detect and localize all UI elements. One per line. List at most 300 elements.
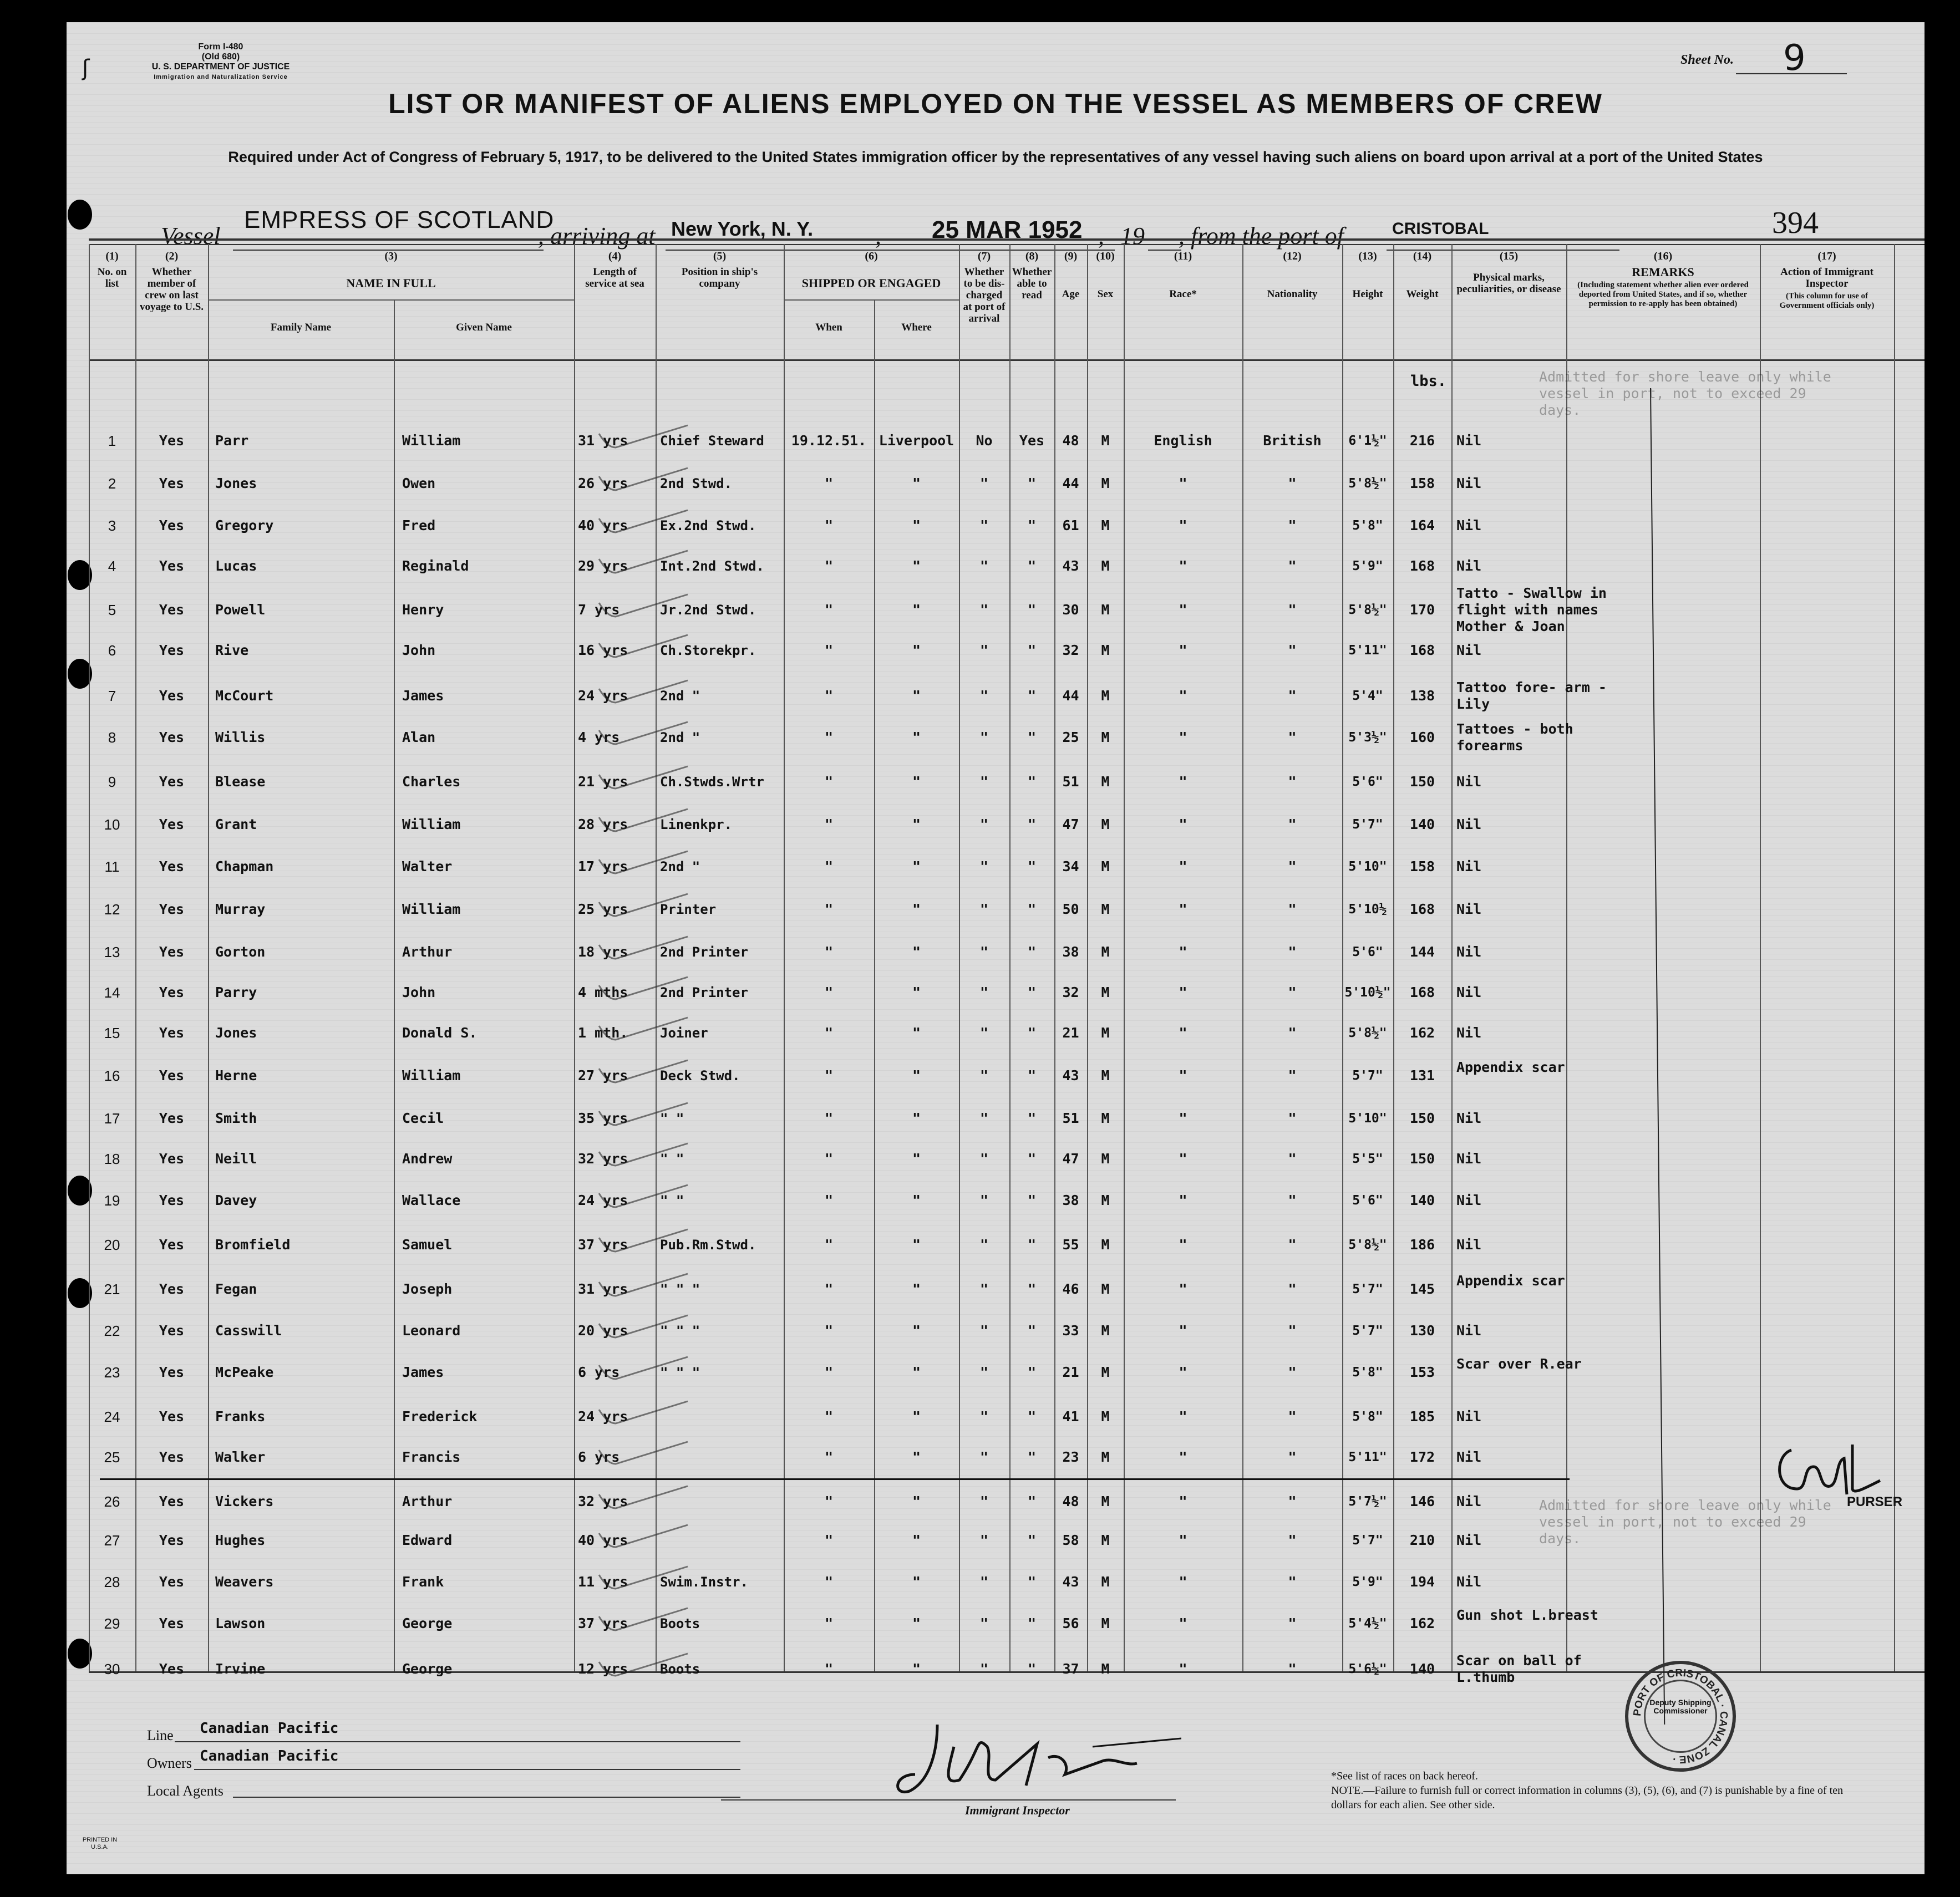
- row-22-nationality: ": [1288, 1323, 1297, 1339]
- row-1-discharged: No: [976, 433, 993, 449]
- row-20-age: 55: [1062, 1237, 1079, 1253]
- row-12-weight: 168: [1409, 901, 1435, 917]
- row-11-given: Walter: [402, 858, 453, 874]
- col-num: (8): [1025, 250, 1039, 262]
- row-4-nationality: ": [1288, 558, 1297, 574]
- margin-mark: ʃ: [82, 55, 90, 81]
- row-8-nationality: ": [1288, 729, 1297, 745]
- row-6-no: 6: [108, 642, 116, 659]
- row-2-age: 44: [1062, 475, 1079, 491]
- row-22-discharged: ": [979, 1323, 989, 1339]
- row-12-given: William: [402, 901, 461, 917]
- row-20-height: 5'8½": [1348, 1238, 1387, 1252]
- row-12-family: Murray: [215, 901, 266, 917]
- row-24-no: 24: [104, 1408, 120, 1425]
- row-7-no: 7: [108, 688, 116, 704]
- row-30-age: 37: [1062, 1661, 1079, 1677]
- row-21-marks: Appendix scar: [1456, 1273, 1565, 1289]
- row-6-read: ": [1027, 642, 1037, 658]
- row-1-sex: M: [1101, 433, 1110, 449]
- row-5-weight: 170: [1409, 602, 1435, 618]
- footnote: [1331, 1769, 1863, 1812]
- pencil-check-mark: [593, 806, 704, 840]
- row-22-yes: Yes: [159, 1323, 185, 1339]
- pencil-check-mark: [593, 465, 704, 499]
- row-3-read: ": [1027, 517, 1037, 533]
- row-16-family: Herne: [215, 1067, 257, 1084]
- col-num: (5): [713, 250, 727, 262]
- row-9-weight: 150: [1409, 774, 1435, 790]
- row-22-read: ": [1027, 1323, 1037, 1339]
- row-22-service: 20 yrs: [578, 1323, 628, 1339]
- name-subhead-rule: [208, 299, 574, 301]
- row-26-no: 26: [104, 1493, 120, 1510]
- row-16-read: ": [1027, 1067, 1037, 1084]
- row-21-nationality: ": [1288, 1281, 1297, 1297]
- row-10-marks: Nil: [1456, 816, 1482, 832]
- col-num: (12): [1283, 250, 1302, 262]
- row-24-race: ": [1179, 1408, 1187, 1425]
- row-19-race: ": [1179, 1192, 1187, 1208]
- row-16-age: 43: [1062, 1067, 1079, 1084]
- row-3-sex: M: [1101, 517, 1110, 533]
- row-4-read: ": [1027, 558, 1037, 574]
- row-30-read: ": [1027, 1661, 1037, 1677]
- line-underline: [175, 1741, 740, 1742]
- row-24-yes: Yes: [159, 1408, 185, 1425]
- row-23-age: 21: [1062, 1364, 1079, 1380]
- row-30-family: Irvine: [215, 1661, 266, 1677]
- row-8-given: Alan: [402, 729, 436, 745]
- row-9-no: 9: [108, 774, 116, 790]
- sheet-no-value: 9: [1783, 38, 1806, 79]
- row-4-service: 29 yrs: [578, 558, 628, 574]
- row-11-read: ": [1027, 858, 1037, 874]
- row-5-family: Powell: [215, 602, 266, 618]
- row-3-race: ": [1179, 517, 1187, 533]
- row-28-weight: 194: [1409, 1574, 1435, 1590]
- row-28-sex: M: [1101, 1574, 1110, 1590]
- remarks-shore-leave-bottom: Admitted for shore leave only while vessel in port, not to exceed 29 days.: [1539, 1497, 1831, 1547]
- row-14-position: 2nd Printer: [660, 985, 748, 1000]
- row-30-position: Boots: [660, 1661, 700, 1677]
- row-21-when: ": [824, 1281, 834, 1297]
- row-18-height: 5'5": [1352, 1152, 1383, 1166]
- row-29-family: Lawson: [215, 1615, 266, 1631]
- row-8-read: ": [1027, 729, 1037, 745]
- row-8-where: ": [912, 729, 921, 745]
- row-7-family: McCourt: [215, 688, 274, 704]
- column-rule: [394, 299, 395, 1671]
- row-8-weight: 160: [1409, 729, 1435, 745]
- col-num: (2): [165, 250, 179, 262]
- row-10-sex: M: [1101, 816, 1110, 832]
- row-29-read: ": [1027, 1615, 1037, 1631]
- pencil-check-mark: [593, 1651, 704, 1684]
- row-25-given: Francis: [402, 1449, 461, 1465]
- row-16-discharged: ": [979, 1067, 989, 1084]
- row-20-sex: M: [1101, 1237, 1110, 1253]
- row-6-age: 32: [1062, 642, 1079, 658]
- row-10-age: 47: [1062, 816, 1079, 832]
- row-25-when: ": [824, 1449, 834, 1465]
- header-discharged: Whether to be dis-charged at port of arrival: [963, 266, 1006, 324]
- row-23-where: ": [912, 1364, 921, 1380]
- row-16-sex: M: [1101, 1067, 1110, 1084]
- row-25-race: ": [1179, 1449, 1187, 1465]
- comma: ,: [875, 222, 881, 250]
- row-16-marks: Appendix scar: [1456, 1059, 1565, 1075]
- row-1-read: Yes: [1019, 433, 1045, 449]
- row-18-nationality: ": [1288, 1151, 1297, 1167]
- header-inspector-note: (This column for use of Government officials only): [1779, 292, 1875, 310]
- agents-underline: [233, 1797, 740, 1798]
- row-9-when: ": [824, 774, 834, 790]
- footnote-penalty: NOTE.—Failure to furnish full or correct information in columns (3), (5), (6), and (7) is punishable by a fine of ten dollars for each alien. See other side.: [1331, 1784, 1844, 1811]
- row-13-when: ": [824, 944, 834, 960]
- row-27-family: Hughes: [215, 1532, 266, 1548]
- row-2-yes: Yes: [159, 475, 185, 491]
- row-4-marks: Nil: [1456, 558, 1482, 574]
- row-5-age: 30: [1062, 602, 1079, 618]
- col-num: (13): [1358, 250, 1377, 262]
- col-num: (16): [1653, 250, 1673, 262]
- row-12-sex: M: [1101, 901, 1110, 917]
- row-30-weight: 140: [1409, 1661, 1435, 1677]
- row-15-height: 5'8½": [1348, 1026, 1387, 1040]
- col-num: (3): [384, 250, 398, 262]
- row-13-height: 5'6": [1352, 945, 1383, 959]
- row-23-weight: 153: [1409, 1364, 1435, 1380]
- row-24-age: 41: [1062, 1408, 1079, 1425]
- row-14-age: 32: [1062, 984, 1079, 1000]
- row-13-family: Gorton: [215, 944, 266, 960]
- svg-text:PORT OF CRISTOBAL · CANAL ZONE: PORT OF CRISTOBAL · CANAL ZONE ·: [1631, 1667, 1730, 1766]
- row-11-sex: M: [1101, 858, 1110, 874]
- row-11-yes: Yes: [159, 858, 185, 874]
- year-prefix: 19: [1120, 222, 1145, 250]
- pencil-check-mark: [593, 1354, 704, 1387]
- row-5-yes: Yes: [159, 602, 185, 618]
- row-29-age: 56: [1062, 1615, 1079, 1631]
- column-rule: [574, 244, 575, 1671]
- row-2-read: ": [1027, 475, 1037, 491]
- row-14-given: John: [402, 984, 436, 1000]
- remarks-shore-leave-top: Admitted for shore leave only while vessel in port, not to exceed 29 days.: [1539, 369, 1831, 418]
- header-weight: Weight: [1406, 288, 1439, 300]
- pencil-check-mark: [593, 1182, 704, 1215]
- row-26-family: Vickers: [215, 1493, 274, 1509]
- row-2-marks: Nil: [1456, 475, 1482, 491]
- header-nationality: Nationality: [1267, 288, 1318, 300]
- row-20-where: ": [912, 1237, 921, 1253]
- printed-in-usa: PRINTED IN U.S.A.: [82, 1837, 118, 1850]
- row-6-height: 5'11": [1348, 643, 1387, 658]
- row-14-family: Parry: [215, 984, 257, 1000]
- row-5-race: ": [1179, 602, 1187, 618]
- row-15-sex: M: [1101, 1025, 1110, 1041]
- row-16-where: ": [912, 1067, 921, 1084]
- row-24-sex: M: [1101, 1408, 1110, 1425]
- pencil-check-mark: [593, 934, 704, 967]
- row-26-read: ": [1027, 1493, 1037, 1509]
- row-26-where: ": [912, 1493, 921, 1509]
- row-21-given: Joseph: [402, 1281, 453, 1297]
- row-29-when: ": [824, 1615, 834, 1631]
- row-19-position: " ": [660, 1193, 684, 1208]
- row-11-discharged: ": [979, 858, 989, 874]
- row-18-marks: Nil: [1456, 1151, 1482, 1167]
- row-9-sex: M: [1101, 774, 1110, 790]
- row-5-given: Henry: [402, 602, 444, 618]
- row-3-position: Ex.2nd Stwd.: [660, 518, 756, 533]
- row-22-height: 5'7": [1352, 1324, 1383, 1338]
- row-8-family: Willis: [215, 729, 266, 745]
- row-25-where: ": [912, 1449, 921, 1465]
- header-length-of-service: Length of service at sea: [585, 266, 644, 289]
- row-17-marks: Nil: [1456, 1110, 1482, 1126]
- row-12-height: 5'10½: [1348, 902, 1387, 917]
- row-1-when: 19.12.51.: [791, 433, 867, 449]
- row-3-weight: 164: [1409, 517, 1435, 533]
- row-13-race: ": [1179, 944, 1187, 960]
- col-num: (17): [1817, 250, 1836, 262]
- stamp-center-text: Deputy Shipping Commissioner: [1649, 1698, 1712, 1715]
- row-15-when: ": [824, 1025, 834, 1041]
- row-26-given: Arthur: [402, 1493, 453, 1509]
- row-27-read: ": [1027, 1532, 1037, 1548]
- row-16-no: 16: [104, 1067, 120, 1084]
- stamp-ring-text: [1628, 1664, 1733, 1768]
- row-6-service: 16 yrs: [578, 642, 628, 658]
- row-7-where: ": [912, 688, 921, 704]
- row-14-height: 5'10½": [1344, 985, 1391, 1000]
- row-5-when: ": [824, 602, 834, 618]
- row-6-yes: Yes: [159, 642, 185, 658]
- row-6-family: Rive: [215, 642, 249, 658]
- row-1-weight: 216: [1409, 433, 1435, 449]
- row-18-race: ": [1179, 1151, 1187, 1167]
- row-21-discharged: ": [979, 1281, 989, 1297]
- column-rule: [1894, 244, 1895, 1671]
- header-no-on-list: No. on list: [97, 266, 127, 289]
- row-5-no: 5: [108, 602, 116, 618]
- row-14-when: ": [824, 984, 834, 1000]
- row-24-given: Frederick: [402, 1408, 478, 1425]
- row-15-nationality: ": [1288, 1025, 1297, 1041]
- header-inspector-action: Action of Immigrant Inspector: [1780, 266, 1873, 289]
- row-19-height: 5'6": [1352, 1193, 1383, 1208]
- header-member-last-voyage: Whether member of crew on last voyage to U.S.: [139, 266, 204, 313]
- row-20-given: Samuel: [402, 1237, 453, 1253]
- row-3-age: 61: [1062, 517, 1079, 533]
- row-5-where: ": [912, 602, 921, 618]
- row-12-nationality: ": [1288, 901, 1297, 917]
- row-25-height: 5'11": [1348, 1450, 1387, 1464]
- row-25-marks: Nil: [1456, 1449, 1482, 1465]
- row-17-given: Cecil: [402, 1110, 444, 1126]
- row-10-no: 10: [104, 816, 120, 833]
- row-10-weight: 140: [1409, 816, 1435, 832]
- arriving-label: , arriving at: [538, 222, 656, 250]
- row-9-nationality: ": [1288, 774, 1297, 790]
- row-12-where: ": [912, 901, 921, 917]
- row-strikethrough: [100, 1478, 1570, 1480]
- row-29-nationality: ": [1288, 1615, 1297, 1631]
- row-4-age: 43: [1062, 558, 1079, 574]
- row-6-discharged: ": [979, 642, 989, 658]
- row-20-service: 37 yrs: [578, 1237, 628, 1253]
- row-26-sex: M: [1101, 1493, 1110, 1509]
- row-14-weight: 168: [1409, 984, 1435, 1000]
- pencil-check-mark: [593, 632, 704, 665]
- row-1-service: 31 yrs: [578, 433, 628, 449]
- row-27-when: ": [824, 1532, 834, 1548]
- row-16-position: Deck Stwd.: [660, 1068, 740, 1084]
- row-5-position: Jr.2nd Stwd.: [660, 602, 756, 618]
- pencil-check-mark: [593, 974, 704, 1008]
- row-19-marks: Nil: [1456, 1192, 1482, 1208]
- form-number: Form I-480: [198, 42, 243, 52]
- row-7-when: ": [824, 688, 834, 704]
- row-28-age: 43: [1062, 1574, 1079, 1590]
- row-19-sex: M: [1101, 1192, 1110, 1208]
- row-2-position: 2nd Stwd.: [660, 476, 733, 491]
- row-18-no: 18: [104, 1151, 120, 1167]
- col-num: (4): [608, 250, 622, 262]
- row-9-service: 21 yrs: [578, 774, 628, 790]
- row-23-given: James: [402, 1364, 444, 1380]
- row-12-read: ": [1027, 901, 1037, 917]
- row-26-service: 32 yrs: [578, 1493, 628, 1509]
- row-9-age: 51: [1062, 774, 1079, 790]
- header-race: Race*: [1169, 288, 1197, 300]
- manifest-sheet: [67, 22, 1925, 1874]
- row-28-position: Swim.Instr.: [660, 1574, 748, 1590]
- row-17-weight: 150: [1409, 1110, 1435, 1126]
- row-13-age: 38: [1062, 944, 1079, 960]
- row-24-height: 5'8": [1352, 1410, 1383, 1424]
- header-height: Height: [1352, 288, 1383, 300]
- row-1-nationality: British: [1263, 433, 1322, 449]
- column-rule: [1451, 244, 1453, 1671]
- row-8-position: 2nd ": [660, 730, 700, 745]
- row-1-height: 6'1½": [1348, 434, 1387, 448]
- row-13-where: ": [912, 944, 921, 960]
- row-21-age: 46: [1062, 1281, 1079, 1297]
- row-18-yes: Yes: [159, 1151, 185, 1167]
- col-num: (1): [105, 250, 119, 262]
- row-18-when: ": [824, 1151, 834, 1167]
- row-21-family: Fegan: [215, 1281, 257, 1297]
- row-18-discharged: ": [979, 1151, 989, 1167]
- row-20-yes: Yes: [159, 1237, 185, 1253]
- row-9-where: ": [912, 774, 921, 790]
- pencil-check-mark: [593, 1141, 704, 1174]
- row-8-age: 25: [1062, 729, 1079, 745]
- row-24-read: ": [1027, 1408, 1037, 1425]
- pencil-check-mark: [593, 848, 704, 882]
- row-19-age: 38: [1062, 1192, 1079, 1208]
- row-22-position: " " ": [660, 1323, 700, 1339]
- row-25-service: 6 yrs: [578, 1449, 620, 1465]
- row-21-height: 5'7": [1352, 1282, 1383, 1296]
- row-10-family: Grant: [215, 816, 257, 832]
- row-13-weight: 144: [1409, 944, 1435, 960]
- row-22-family: Casswill: [215, 1323, 282, 1339]
- row-18-sex: M: [1101, 1151, 1110, 1167]
- row-6-when: ": [824, 642, 834, 658]
- row-22-race: ": [1179, 1323, 1187, 1339]
- row-3-given: Fred: [402, 517, 436, 533]
- row-28-race: ": [1179, 1574, 1187, 1590]
- row-16-height: 5'7": [1352, 1069, 1383, 1083]
- row-18-where: ": [912, 1151, 921, 1167]
- row-18-position: " ": [660, 1151, 684, 1167]
- row-7-age: 44: [1062, 688, 1079, 704]
- row-24-where: ": [912, 1408, 921, 1425]
- row-16-weight: 131: [1409, 1067, 1435, 1084]
- row-13-position: 2nd Printer: [660, 944, 748, 960]
- vessel-info-line: [67, 205, 1925, 255]
- row-8-marks: Tattoes - both forearms: [1456, 721, 1573, 754]
- row-15-age: 21: [1062, 1025, 1079, 1041]
- row-25-yes: Yes: [159, 1449, 185, 1465]
- port-of-cristobal-stamp: [1625, 1661, 1736, 1772]
- row-24-weight: 185: [1409, 1408, 1435, 1425]
- row-15-weight: 162: [1409, 1025, 1435, 1041]
- row-11-service: 17 yrs: [578, 858, 628, 874]
- row-3-nationality: ": [1288, 517, 1297, 533]
- row-25-discharged: ": [979, 1449, 989, 1465]
- row-10-height: 5'7": [1352, 817, 1383, 832]
- row-23-no: 23: [104, 1364, 120, 1381]
- row-8-no: 8: [108, 729, 116, 746]
- row-29-discharged: ": [979, 1615, 989, 1631]
- document-subtitle: Required under Act of Congress of February 5, 1917, to be delivered to the United States immigration officer by the representatives of any vessel having such aliens on board upon arrival at a port of the United States: [228, 149, 1763, 165]
- row-25-nationality: ": [1288, 1449, 1297, 1465]
- row-12-service: 25 yrs: [578, 901, 628, 917]
- row-4-family: Lucas: [215, 558, 257, 574]
- row-1-family: Parr: [215, 433, 249, 449]
- row-22-marks: Nil: [1456, 1323, 1482, 1339]
- header-family-name: Family Name: [270, 322, 332, 333]
- row-9-family: Blease: [215, 774, 266, 790]
- row-20-no: 20: [104, 1237, 120, 1253]
- row-4-when: ": [824, 558, 834, 574]
- row-30-height: 5'6½": [1348, 1662, 1387, 1676]
- pencil-check-mark: [593, 1313, 704, 1346]
- row-17-read: ": [1027, 1110, 1037, 1126]
- row-23-yes: Yes: [159, 1364, 185, 1380]
- row-25-no: 25: [104, 1449, 120, 1466]
- row-8-discharged: ": [979, 729, 989, 745]
- row-29-no: 29: [104, 1615, 120, 1632]
- row-19-when: ": [824, 1192, 834, 1208]
- row-8-yes: Yes: [159, 729, 185, 745]
- row-30-marks: Scar on ball of L.thumb: [1456, 1652, 1582, 1685]
- row-7-weight: 138: [1409, 688, 1435, 704]
- row-30-nationality: ": [1288, 1661, 1297, 1677]
- pencil-check-mark: [593, 1057, 704, 1091]
- pencil-check-mark: [593, 764, 704, 797]
- row-1-where: Liverpool: [879, 433, 954, 449]
- department: U. S. DEPARTMENT OF JUSTICE: [151, 62, 290, 72]
- header-sex: Sex: [1097, 288, 1114, 300]
- pencil-check-mark: [593, 1564, 704, 1597]
- row-4-no: 4: [108, 558, 116, 574]
- row-19-nationality: ": [1288, 1192, 1297, 1208]
